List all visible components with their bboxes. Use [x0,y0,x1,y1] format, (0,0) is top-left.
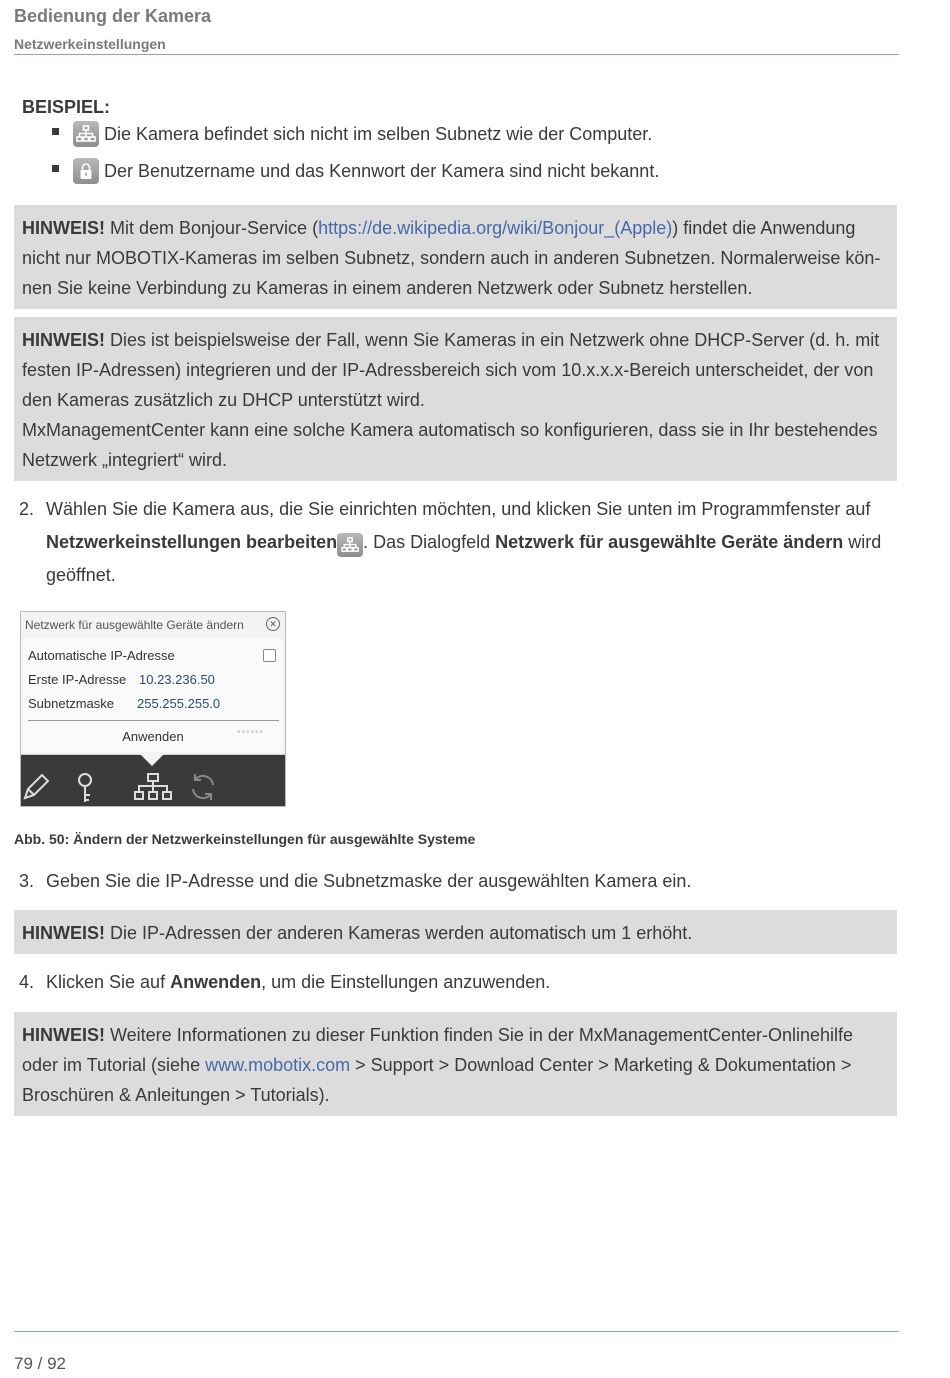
network-icon[interactable] [133,772,173,802]
bullet-marker [52,128,59,135]
network-dialog [21,612,285,755]
auto-ip-checkbox[interactable] [263,649,276,662]
note-text: Weitere Informationen zu dieser Funktion finden Sie in der MxManagementCenter-Onlinehilfe oder im Tutorial (siehe [22,1025,854,1075]
dialog-pointer [140,754,164,766]
example-item-text: Der Benutzername und das Kennwort der Kamera sind nicht bekannt. [104,160,660,181]
apply-button[interactable]: Anwenden [122,729,184,744]
step-text [46,493,899,592]
note-label: HINWEIS! [22,218,105,238]
step-item [19,966,899,999]
step-text-part: Klicken Sie auf [46,972,171,992]
network-icon [73,121,99,147]
note-box [14,205,897,309]
refresh-icon[interactable] [187,772,219,802]
step-text-part: , um die Einstellungen anzuwenden. [261,972,551,992]
bullet-marker [52,165,59,172]
note-text: ) findet die Anwendung nicht nur MOBOTIX-Kameras im selben Subnetz, sondern auch in anderen Subnetzen. Normalerweise kön-nen Sie keine Verbindung zu Kameras in einem anderen Netzwerk oder Subnetz herstellen. [22,218,881,298]
subnet-label: Subnetzmaske [28,696,114,711]
page-subsection-title: Netzwerkeinstellungen [14,36,166,52]
note-text: Die IP-Adressen der anderen Kameras werden automatisch um 1 erhöht. [105,923,693,943]
page-section-title: Bedienung der Kamera [14,6,212,26]
note-label: HINWEIS! [22,923,105,943]
footer-divider [14,1331,899,1332]
step-bold-text: Netzwerkeinstellungen bearbeiten [46,532,338,552]
edit-icon[interactable] [21,772,49,802]
step-bold-text: Anwenden [170,972,262,992]
step-item [19,493,899,592]
dialog-title: Netzwerk für ausgewählte Geräte ändern [25,618,244,632]
step-text: Geben Sie die IP-Adresse und die Subnetzmaske der ausgewählten Kamera ein. [46,871,692,891]
step-number: 4. [19,972,35,992]
note-box [14,317,897,481]
list-item [52,158,659,184]
step-number: 3. [19,871,35,891]
step-text [46,966,899,999]
auto-ip-label: Automatische IP-Adresse [28,648,175,663]
more-dots-icon: •••••• [237,727,265,738]
key-icon[interactable] [73,772,97,804]
network-icon [337,533,363,557]
step-bold-text: Netzwerk für ausgewählte Geräte ändern [495,532,844,552]
step-item [19,865,899,898]
mobotix-link[interactable]: www.mobotix.com [205,1055,351,1075]
note-box [14,1012,897,1116]
note-text: > Support > Download Center > Marketing & Dokumentation > Broschüren & Anleitungen > Tutorials). [22,1055,852,1105]
note-label: HINWEIS! [22,1025,105,1045]
lock-icon [73,158,99,184]
bonjour-link[interactable]: https://de.wikipedia.org/wiki/Bonjour_(Apple) [318,218,673,238]
step-text-part: Wählen Sie die Kamera aus, die Sie einrichten möchten, und klicken Sie unten im Programmfenster auf [46,499,871,519]
note-text: MxManagementCenter kann eine solche Kamera automatisch so konfigurieren, dass sie in Ihr bestehendes Netzwerk „integriert“ wird. [22,420,878,470]
note-text: Mit dem Bonjour-Service ( [105,218,319,238]
list-item [52,121,652,147]
dialog-screenshot [20,611,286,807]
example-item-text: Die Kamera befindet sich nicht im selben Subnetz wie der Computer. [104,123,653,144]
figure-caption: Abb. 50: Ändern der Netzwerkeinstellungen für ausgewählte Systeme [14,831,476,847]
dialog-divider [28,720,279,721]
page-number: 79 / 92 [14,1354,66,1373]
step-text-part: . Das Dialogfeld [363,532,496,552]
first-ip-field[interactable]: 10.23.236.50 [139,672,215,687]
note-label: HINWEIS! [22,330,105,350]
subnet-field[interactable]: 255.255.255.0 [137,696,221,711]
bottom-toolbar [21,770,285,806]
step-text-part: wird geöffnet. [46,532,882,585]
step-number: 2. [19,499,35,519]
close-icon[interactable]: ✕ [266,617,280,631]
first-ip-label: Erste IP-Adresse [28,672,127,687]
example-label: BEISPIEL: [22,97,111,117]
note-box [14,910,897,954]
note-text: Dies ist beispielsweise der Fall, wenn Sie Kameras in ein Netzwerk ohne DHCP-Server (d. h. mit festen IP-Adressen) integrieren und der IP-Adressbereich sich vom 10.x.x.x-Bereich unterscheidet, der von den Kameras zusätzlich zu DHCP unterstützt wird. [22,330,880,410]
header-divider [14,54,899,55]
